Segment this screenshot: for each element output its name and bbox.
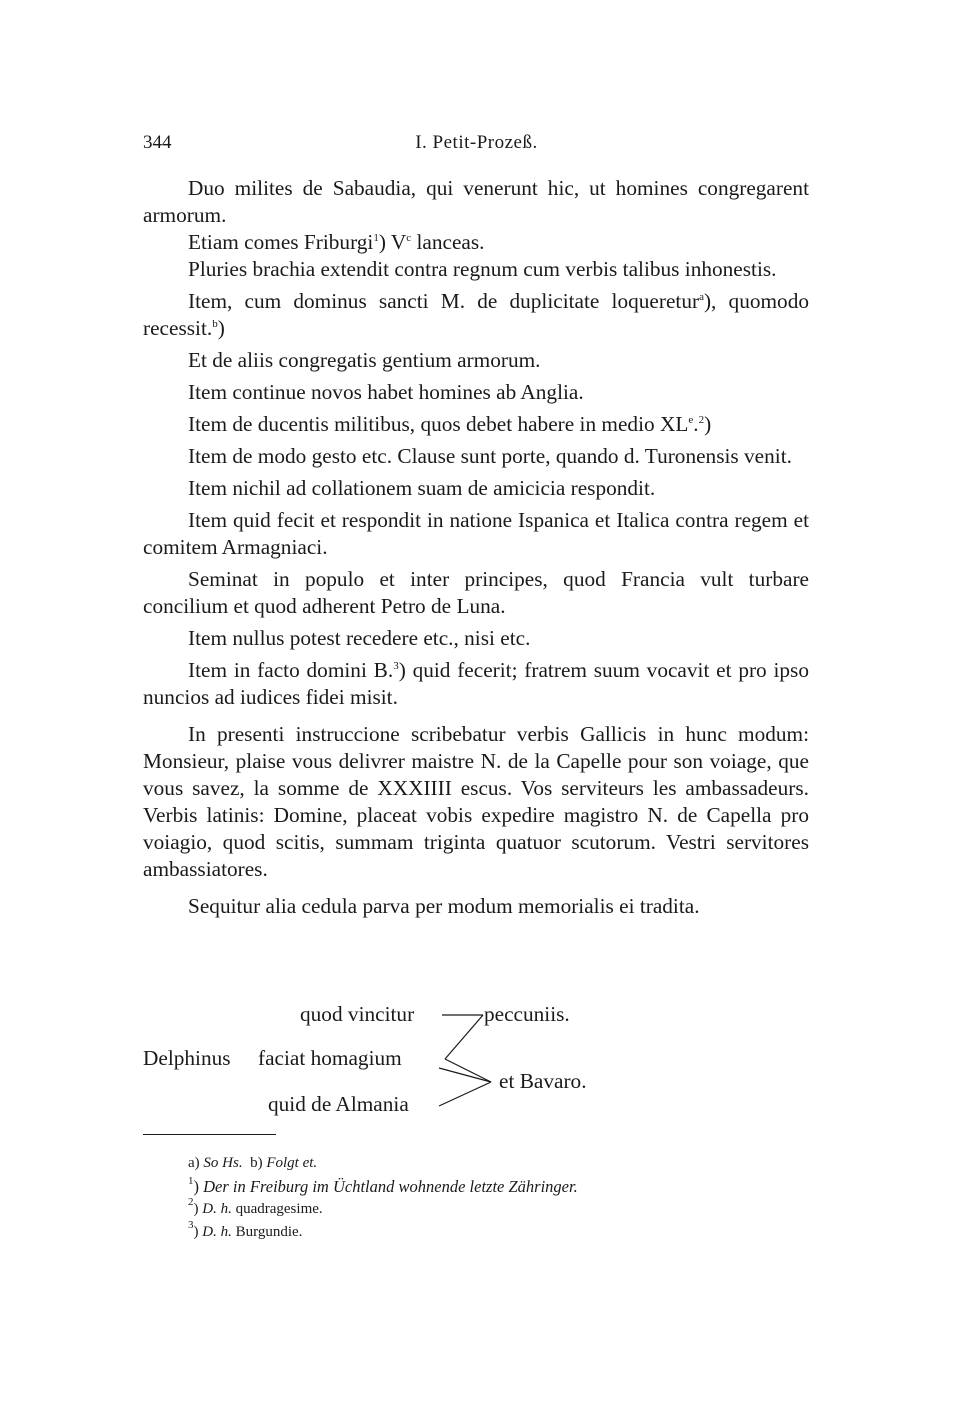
paragraph: Item continue novos habet homines ab Anglia.: [188, 380, 584, 404]
footnote: a) So Hs. b) Folgt et.: [188, 1155, 318, 1171]
footnote-separator: [143, 1134, 276, 1135]
paragraph: Item de modo gesto etc. Clause sunt porte, quando d. Turonensis venit.: [188, 444, 792, 468]
connector-line: [445, 1015, 483, 1059]
footnote-ref: a: [699, 291, 704, 303]
footnotes: [188, 1152, 578, 1244]
diagram-label-faciat-homagium: faciat homagium: [258, 1046, 402, 1070]
diagram-label-peccuniis: peccuniis.: [484, 1002, 570, 1026]
paragraph: Item nichil ad collationem suam de amicicia respondit.: [188, 476, 656, 500]
paragraph: Etiam comes Friburgi$^1$) $V^c$ lanceas.: [188, 230, 485, 254]
bracket-lines: [143, 1000, 809, 1130]
connector-line: [439, 1068, 491, 1082]
paragraph: Item, cum dominus sancti M. de duplicitate loqueretur$^a$), quomodo recessit.$^b$): [143, 289, 810, 340]
footnote-ref: 2: [698, 414, 705, 426]
paragraph: Item quid fecit et respondit in natione Ispanica et Italica contra regem et comitem Armagniaci.: [143, 508, 809, 559]
footnote: $^3$) D. h. Burgundie.: [188, 1219, 303, 1240]
bracket-diagram: [143, 1000, 809, 1130]
paragraph: Item in facto domini B.$^3$) quid fecerit; fratrem suum vocavit et pro ipso nuncios ad iudices fidei misit.: [143, 658, 809, 709]
paragraph: Pluries brachia extendit contra regnum cum verbis talibus inhonestis.: [188, 257, 777, 281]
page-header: [143, 132, 810, 160]
page-number: 344: [143, 132, 172, 153]
footnote-ref: 1: [373, 232, 379, 244]
footnote-ref: b: [212, 318, 218, 330]
body-text: [143, 175, 809, 920]
diagram-label-quod-vincitur: quod vincitur: [300, 1002, 415, 1026]
connector-line: [439, 1082, 491, 1106]
paragraph: Item de ducentis militibus, quos debet habere in medio XLe.$^2$): [188, 412, 712, 436]
footnote: $^1$) Der in Freiburg im Üchtland wohnende letzte Zähringer.: [188, 1175, 578, 1196]
paragraph: Item nullus potest recedere etc., nisi etc.: [188, 626, 531, 650]
paragraph: Et de aliis congregatis gentium armorum.: [188, 348, 541, 372]
diagram-label-quid-de-almania: quid de Almania: [268, 1092, 409, 1116]
paragraph: Sequitur alia cedula parva per modum memorialis ei tradita.: [188, 894, 700, 918]
running-title: I. Petit-Prozeß.: [415, 132, 538, 153]
footnote-ref: 3: [393, 660, 399, 672]
diagram-label-et-bavaro: et Bavaro.: [499, 1069, 587, 1093]
diagram-label-delphinus: Delphinus: [143, 1046, 231, 1070]
connector-line: [445, 1059, 491, 1082]
paragraph: Duo milites de Sabaudia, qui venerunt hic, ut homines congregarent armorum.: [143, 176, 809, 227]
footnote: $^2$) D. h. quadragesime.: [188, 1196, 323, 1217]
paragraph: Seminat in populo et inter principes, quod Francia vult turbare concilium et quod adherent Petro de Luna.: [143, 567, 809, 618]
paragraph: In presenti instruccione scribebatur verbis Gallicis in hunc modum: Monsieur, plaise vous delivrer maistre N. de la Capelle pour son voiage, que vous savez, la somme de XXXIIII escus. Vos serviteurs les ambassadeurs. Verbis latinis: Domine, placeat vobis expedire magistro N. de Capella pro voiagio, quod scitis, summam triginta quatuor scutorum. Vestri servitores ambassiatores.: [143, 722, 809, 881]
